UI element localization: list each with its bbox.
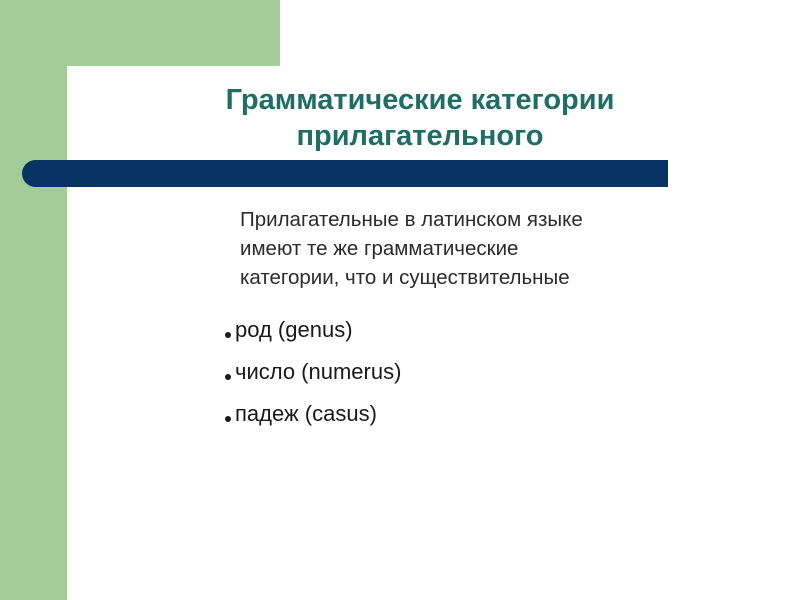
- list-item-label: число (numerus): [235, 359, 402, 384]
- slide-title: [130, 82, 710, 154]
- bullet-dot-icon: [225, 374, 231, 380]
- green-top-band: [0, 0, 280, 66]
- slide-title-line-1: Грамматические категории: [225, 84, 615, 116]
- list-item-genus: [225, 309, 401, 351]
- intro-line-1: Прилагательные в латинском языке: [240, 208, 583, 231]
- bullet-dot-icon: [225, 416, 231, 422]
- intro-text: [240, 205, 710, 292]
- intro-line-3: категории, что и существительные: [240, 266, 570, 289]
- bullet-dot-icon: [225, 332, 231, 338]
- title-divider-bar: [22, 160, 668, 187]
- list-item-label: падеж (casus): [235, 401, 377, 426]
- list-item-casus: [225, 393, 401, 435]
- intro-line-2: имеют те же грамматические: [240, 237, 519, 260]
- list-item-label: род (genus): [235, 317, 353, 342]
- list-item-numerus: [225, 351, 401, 393]
- category-list: [225, 309, 401, 435]
- green-side-band: [0, 0, 67, 600]
- slide-title-line-2: прилагательного: [296, 120, 544, 152]
